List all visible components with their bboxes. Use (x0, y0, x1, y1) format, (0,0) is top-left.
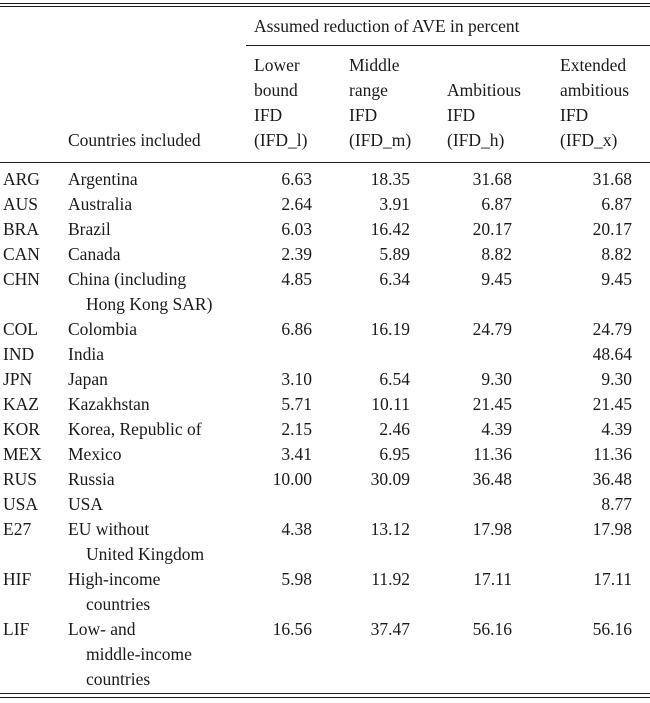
row-value-h: 4.39 (481, 419, 512, 439)
row-value-h: 31.68 (472, 169, 512, 189)
row-value-m: 30.09 (370, 469, 410, 489)
row-country: countries (86, 669, 151, 689)
bottom-rule (0, 693, 650, 694)
row-value-l: 6.63 (281, 169, 312, 189)
row-value-m: 6.34 (379, 269, 410, 289)
row-value-l: 2.15 (281, 419, 312, 439)
row-code: KOR (3, 419, 40, 439)
row-country: Australia (68, 194, 133, 214)
row-value-m: 10.11 (371, 394, 410, 414)
row-code: COL (3, 319, 38, 339)
header-ifd-m-line: range (349, 80, 388, 100)
row-code: JPN (3, 369, 33, 389)
row-value-x: 17.11 (593, 569, 632, 589)
row-country: Low- and (68, 619, 136, 639)
row-value-m: 16.19 (370, 319, 410, 339)
row-value-h: 20.17 (472, 219, 512, 239)
row-value-x: 8.77 (601, 494, 632, 514)
row-country: Korea, Republic of (68, 419, 202, 439)
row-country: Canada (68, 244, 121, 264)
row-country: Colombia (68, 319, 138, 339)
bottom-rule-double (0, 697, 650, 698)
spanner-rule (246, 45, 650, 46)
top-rule (0, 3, 650, 4)
row-country: Hong Kong SAR) (86, 294, 213, 314)
row-value-l: 10.00 (272, 469, 312, 489)
row-value-x: 4.39 (601, 419, 632, 439)
header-ifd-m-line: (IFD_m) (349, 130, 412, 150)
header-countries: Countries included (68, 130, 201, 150)
row-value-m: 18.35 (370, 169, 410, 189)
row-code: BRA (3, 219, 39, 239)
row-value-l: 3.10 (281, 369, 312, 389)
row-value-h: 6.87 (481, 194, 512, 214)
row-country: Mexico (68, 444, 122, 464)
row-value-h: 24.79 (472, 319, 512, 339)
row-value-x: 9.30 (601, 369, 632, 389)
row-country: India (68, 344, 104, 364)
row-value-x: 8.82 (601, 244, 632, 264)
row-country: Russia (68, 469, 115, 489)
row-code: CAN (3, 244, 40, 264)
row-code: HIF (3, 569, 32, 589)
header-ifd-x-line: IFD (560, 105, 589, 125)
row-code: ARG (3, 169, 40, 189)
row-value-x: 56.16 (592, 619, 632, 639)
row-value-h: 17.11 (473, 569, 512, 589)
header-ifd-m-line: Middle (349, 55, 400, 75)
row-value-x: 17.98 (592, 519, 632, 539)
row-value-x: 24.79 (592, 319, 632, 339)
row-value-x: 9.45 (601, 269, 632, 289)
row-country: Brazil (68, 219, 111, 239)
row-value-m: 11.92 (371, 569, 410, 589)
row-country: Kazakhstan (68, 394, 150, 414)
row-code: MEX (3, 444, 42, 464)
row-value-x: 48.64 (592, 344, 632, 364)
row-code: USA (3, 494, 39, 514)
row-value-m: 6.54 (379, 369, 410, 389)
top-rule-double (0, 6, 650, 7)
row-value-h: 8.82 (481, 244, 512, 264)
header-ifd-l-line: IFD (254, 105, 283, 125)
row-value-l: 6.03 (281, 219, 312, 239)
row-value-h: 9.30 (481, 369, 512, 389)
row-value-l: 5.71 (281, 394, 312, 414)
row-value-l: 2.64 (281, 194, 312, 214)
header-ifd-h-line: IFD (447, 105, 476, 125)
header-ifd-h-line: Ambitious (447, 80, 521, 100)
spanner-header: Assumed reduction of AVE in percent (254, 16, 520, 36)
row-value-x: 6.87 (601, 194, 632, 214)
row-code: IND (3, 344, 35, 364)
header-ifd-m-line: IFD (349, 105, 378, 125)
row-value-m: 2.46 (379, 419, 410, 439)
row-value-m: 5.89 (379, 244, 410, 264)
row-value-l: 4.85 (281, 269, 312, 289)
row-value-l: 3.41 (281, 444, 312, 464)
header-ifd-l-line: bound (254, 80, 298, 100)
row-value-l: 5.98 (281, 569, 312, 589)
row-country: Argentina (68, 169, 138, 189)
row-value-x: 20.17 (592, 219, 632, 239)
row-value-x: 31.68 (592, 169, 632, 189)
row-country: Japan (68, 369, 108, 389)
header-ifd-x-line: ambitious (560, 80, 630, 100)
row-value-h: 56.16 (472, 619, 512, 639)
row-code: KAZ (3, 394, 39, 414)
row-value-h: 9.45 (481, 269, 512, 289)
row-code: E27 (3, 519, 32, 539)
header-rule (0, 162, 650, 163)
row-code: AUS (3, 194, 39, 214)
row-value-h: 11.36 (473, 444, 512, 464)
row-value-l: 4.38 (281, 519, 312, 539)
row-country: High-income (68, 569, 161, 589)
row-value-x: 36.48 (592, 469, 632, 489)
row-country: middle-income (86, 644, 192, 664)
row-code: CHN (3, 269, 40, 289)
row-value-l: 16.56 (272, 619, 312, 639)
row-value-l: 6.86 (281, 319, 312, 339)
row-country: countries (86, 594, 151, 614)
row-value-l: 2.39 (281, 244, 312, 264)
header-ifd-l-line: (IFD_l) (254, 130, 308, 150)
row-value-m: 37.47 (370, 619, 410, 639)
header-ifd-x-line: (IFD_x) (560, 130, 618, 150)
header-ifd-x-line: Extended (560, 55, 627, 75)
header-ifd-h-line: (IFD_h) (447, 130, 505, 150)
row-code: RUS (3, 469, 38, 489)
row-value-m: 16.42 (370, 219, 410, 239)
row-value-m: 3.91 (379, 194, 410, 214)
row-value-h: 21.45 (472, 394, 512, 414)
row-value-x: 11.36 (593, 444, 632, 464)
row-value-m: 13.12 (370, 519, 410, 539)
row-country: China (including (68, 269, 187, 289)
row-country: USA (68, 494, 104, 514)
row-value-h: 36.48 (472, 469, 512, 489)
row-value-m: 6.95 (379, 444, 410, 464)
row-country: United Kingdom (86, 544, 205, 564)
header-ifd-l-line: Lower (254, 55, 300, 75)
row-country: EU without (68, 519, 150, 539)
row-code: LIF (3, 619, 30, 639)
row-value-x: 21.45 (592, 394, 632, 414)
row-value-h: 17.98 (472, 519, 512, 539)
